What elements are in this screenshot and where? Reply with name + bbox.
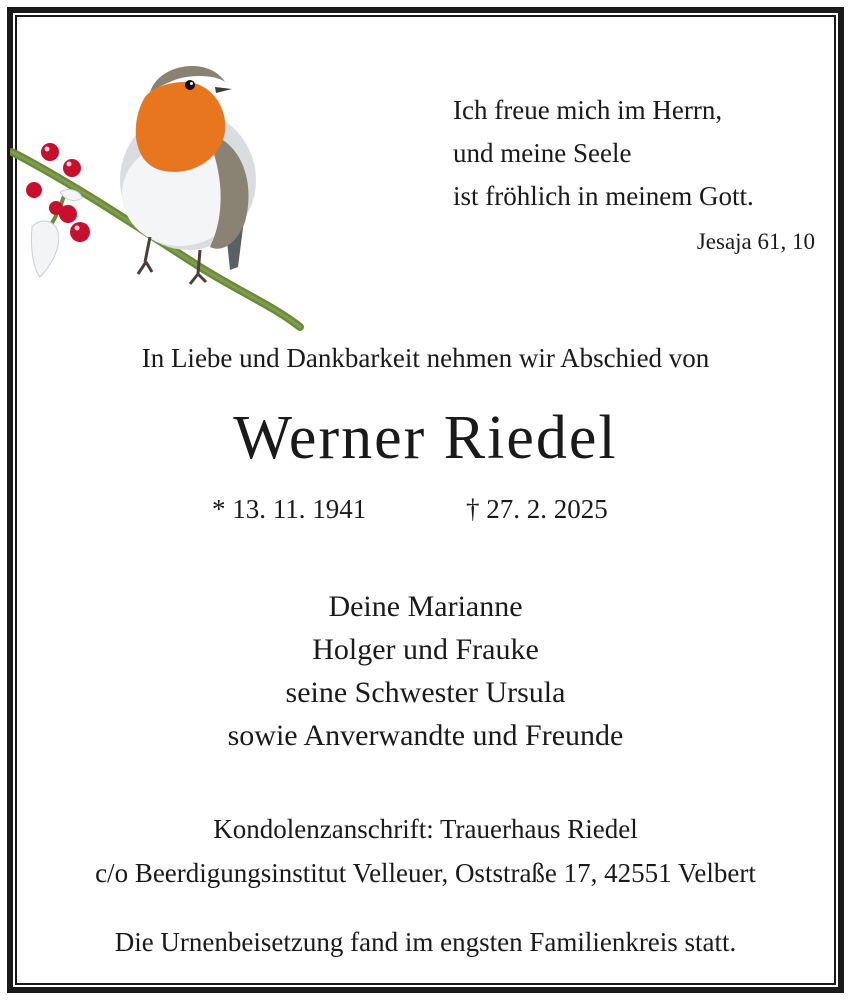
verse-line: Ich freue mich im Herrn,	[453, 95, 723, 125]
mourner-line: Deine Marianne	[328, 590, 523, 623]
burial-note: Die Urnenbeisetzung fand im engsten Familienkreis statt.	[114, 927, 737, 957]
condolence-address: c/o Beerdigungsinstitut Velleuer, Oststraße 17, 42551 Velbert	[95, 858, 756, 888]
mourners-list	[0, 585, 851, 757]
death-date: † 27. 2. 2025	[466, 494, 608, 524]
robin-on-branch-image	[10, 52, 305, 334]
deceased-name: Werner Riedel	[233, 404, 618, 472]
condolence-address-title: Kondolenzanschrift: Trauerhaus Riedel	[213, 814, 638, 844]
intro-text: In Liebe und Dankbarkeit nehmen wir Abschied von	[141, 343, 710, 373]
bible-verse	[453, 89, 754, 218]
verse-line: und meine Seele	[453, 138, 632, 168]
mourner-line: seine Schwester Ursula	[285, 676, 566, 709]
verse-reference: Jesaja 61, 10	[696, 229, 815, 254]
mourner-line: sowie Anverwandte und Freunde	[227, 719, 624, 752]
verse-line: ist fröhlich in meinem Gott.	[453, 181, 754, 211]
mourner-line: Holger und Frauke	[312, 633, 539, 666]
birth-date: * 13. 11. 1941	[212, 494, 367, 524]
